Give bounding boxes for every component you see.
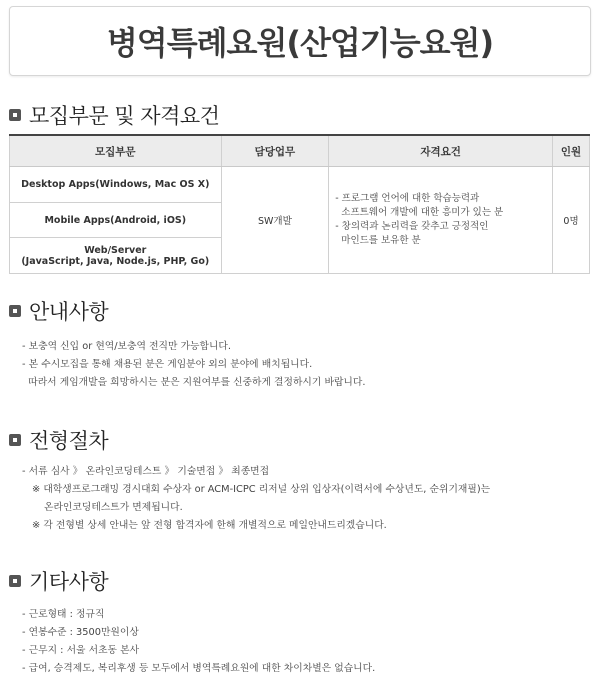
square-bullet-icon (9, 109, 21, 121)
requirements-table (9, 134, 590, 274)
square-bullet-icon (9, 575, 21, 587)
list-item: 온라인코딩테스트가 면제됩니다. (44, 502, 183, 513)
list-item: - 보충역 신입 or 현역/보충역 전직만 가능합니다. (22, 341, 232, 352)
dept-mobile: Mobile Apps(Android, iOS) (10, 203, 222, 238)
list-item: - 급여, 승격제도, 복리후생 등 모두에서 병역특례요원에 대한 차이차별은 없습니다. (22, 663, 376, 674)
section-heading-recruit (9, 100, 219, 130)
header-qual: 자격요건 (329, 135, 553, 167)
qual-line: - 창의력과 논리력을 갖추고 긍정적인 (335, 221, 489, 232)
list-item: - 연봉수준 : 3500만원이상 (22, 627, 139, 638)
list-item: - 본 수시모집을 통해 채용된 분은 게임분야 외의 분야에 배치됩니다. (22, 359, 313, 370)
title-box (9, 6, 591, 76)
header-count: 인원 (553, 135, 590, 167)
list-item: - 근무지 : 서울 서초동 본사 (22, 645, 140, 656)
notice-list (22, 338, 365, 392)
square-bullet-icon (9, 434, 21, 446)
count-cell: 0명 (553, 167, 590, 274)
dept-web-line: Web/Server (84, 244, 147, 256)
section-heading-notice (9, 296, 108, 326)
table-row (10, 167, 590, 203)
square-bullet-icon (9, 305, 21, 317)
qual-cell (329, 167, 553, 274)
list-item: - 근로형태 : 정규직 (22, 609, 105, 620)
dept-web-line: (JavaScript, Java, Node.js, PHP, Go) (21, 255, 210, 267)
section-title: 전형절차 (29, 429, 109, 453)
process-list (22, 463, 490, 535)
other-list (22, 606, 375, 678)
dept-desktop: Desktop Apps(Windows, Mac OS X) (10, 167, 222, 203)
list-item: 따라서 게임개발을 희망하시는 분은 지원여부를 신중하게 결정하시기 바랍니다. (22, 377, 366, 388)
qual-line: 마인드를 보유한 분 (335, 235, 421, 246)
header-duty: 담당업무 (221, 135, 329, 167)
qual-line: - 프로그램 언어에 대한 학습능력과 (335, 193, 480, 204)
page-title: 병역특례요원(산업기능요원) (106, 24, 494, 62)
dept-web (10, 238, 222, 274)
list-item: ※ 각 전형별 상세 안내는 앞 전형 합격자에 한해 개별적으로 메일안내드리겠습니다. (32, 520, 387, 531)
section-title: 모집부문 및 자격요건 (29, 104, 220, 128)
section-heading-other (9, 566, 108, 596)
list-item: ※ 대학생프로그래밍 경시대회 수상자 or ACM-ICPC 리저널 상위 입상자(이력서에 수상년도, 순위기재필)는 (32, 484, 491, 495)
section-title: 기타사항 (29, 570, 109, 594)
section-heading-process (9, 425, 108, 455)
list-item: - 서류 심사 》 온라인코딩테스트 》 기술면접 》 최종면접 (22, 466, 270, 477)
table-header-row (10, 135, 590, 167)
qual-line: 소프트웨어 개발에 대한 흥미가 있는 분 (335, 207, 504, 218)
duty-cell: SW개발 (221, 167, 329, 274)
header-dept: 모집부문 (10, 135, 222, 167)
section-title: 안내사항 (29, 300, 109, 324)
